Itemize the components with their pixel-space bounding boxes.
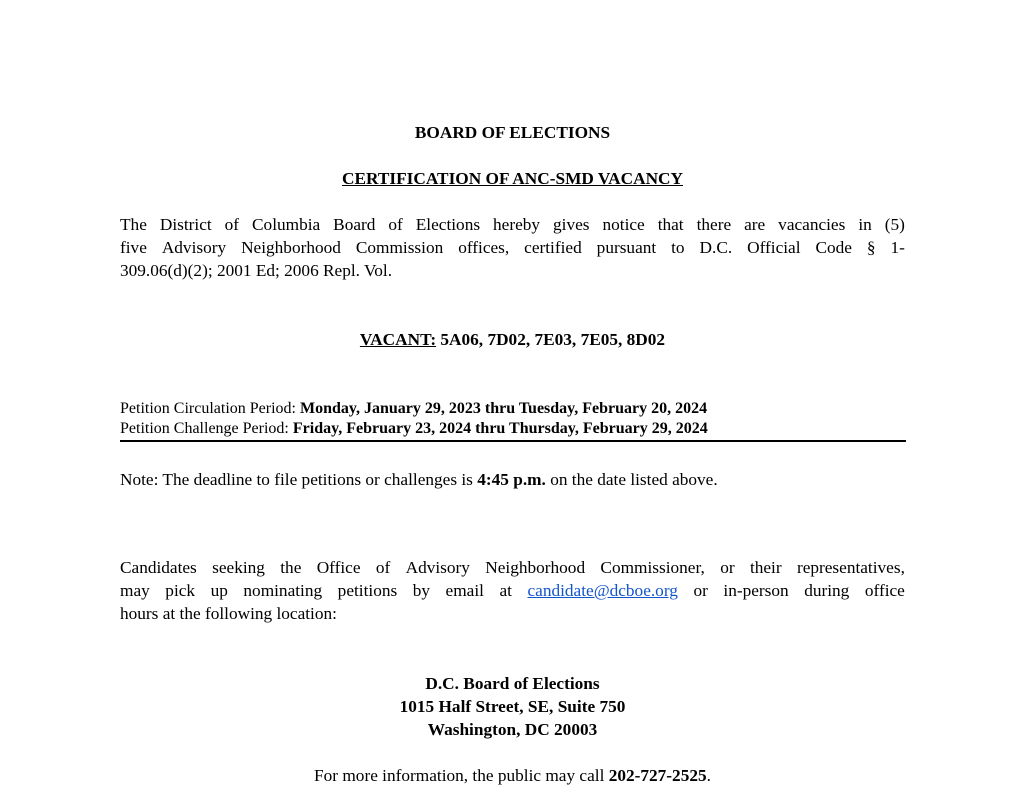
intro-line-2-word: Neighborhood bbox=[241, 238, 341, 257]
intro-line-2-word: Commission bbox=[355, 238, 444, 257]
candidates-line-2-word: petitions bbox=[337, 581, 398, 600]
vacant-districts: 5A06, 7D02, 7E03, 7E05, 8D02 bbox=[436, 330, 666, 349]
certification-heading-text: CERTIFICATION OF ANC-SMD VACANCY bbox=[341, 169, 684, 188]
deadline-note-suffix: on the date listed above. bbox=[545, 470, 718, 489]
candidates-line-1-word: Commissioner, bbox=[600, 558, 705, 577]
intro-line-1-word: Elections bbox=[415, 215, 481, 234]
candidates-line-1-word: their bbox=[749, 558, 782, 577]
intro-line-2-word: certified bbox=[524, 238, 582, 257]
challenge-period-label: Petition Challenge Period: bbox=[120, 420, 293, 437]
intro-line-1-word: hereby bbox=[493, 215, 541, 234]
candidates-line-1-word: the bbox=[280, 558, 302, 577]
deadline-time: 4:45 p.m. bbox=[477, 470, 546, 489]
intro-line-1-word: that bbox=[657, 215, 684, 234]
contact-line bbox=[120, 764, 905, 787]
intro-line-1-word: are bbox=[744, 215, 766, 234]
intro-line-2-word: offices, bbox=[458, 238, 510, 257]
intro-line-1-word: Columbia bbox=[252, 215, 321, 234]
intro-line-2-word: pursuant bbox=[596, 238, 657, 257]
candidates-line-2-word: pick bbox=[165, 581, 196, 600]
intro-line-1-word: in bbox=[858, 215, 872, 234]
candidates-line-1-word: representatives, bbox=[796, 558, 905, 577]
candidate-email-link[interactable]: candidate@dcboe.org bbox=[527, 581, 678, 600]
candidates-line-2-word: may bbox=[120, 581, 150, 600]
candidates-line-1-word: of bbox=[375, 558, 391, 577]
candidates-line-2-word: up bbox=[210, 581, 228, 600]
candidates-line-2-word: or bbox=[693, 581, 708, 600]
challenge-period bbox=[120, 419, 905, 439]
intro-line-3: 309.06(d)(2); 2001 Ed; 2006 Repl. Vol. bbox=[120, 261, 393, 280]
contact-prefix: For more information, the public may call bbox=[314, 766, 609, 785]
challenge-period-dates: Friday, February 23, 2024 thru Thursday, February 29, 2024 bbox=[292, 420, 708, 437]
office-name: D.C. Board of Elections bbox=[425, 674, 600, 693]
candidates-line-2-word: office bbox=[864, 581, 905, 600]
intro-line-1-word: Board bbox=[333, 215, 376, 234]
intro-line-1-word: vacancies bbox=[778, 215, 846, 234]
deadline-note-prefix: Note: The deadline to file petitions or challenges is bbox=[120, 470, 478, 489]
circulation-period bbox=[120, 399, 905, 419]
candidates-line-2-word: nominating bbox=[243, 581, 323, 600]
intro-line-1 bbox=[120, 213, 905, 236]
candidates-line-1-word: Advisory bbox=[405, 558, 470, 577]
intro-line-2-word: 1- bbox=[890, 238, 905, 257]
intro-line-1-word: there bbox=[696, 215, 732, 234]
intro-line-1-word: notice bbox=[602, 215, 645, 234]
candidates-line-1-word: Candidates bbox=[120, 558, 197, 577]
candidates-line-3: hours at the following location: bbox=[120, 604, 337, 623]
intro-line-2-word: Official bbox=[747, 238, 801, 257]
intro-line-1-word: (5) bbox=[884, 215, 905, 234]
certification-heading bbox=[120, 167, 905, 190]
candidates-line-2-word: during bbox=[804, 581, 850, 600]
candidates-line-1-word: Office bbox=[316, 558, 361, 577]
intro-line-2 bbox=[120, 236, 905, 259]
intro-line-2-word: to bbox=[671, 238, 685, 257]
candidates-line-1 bbox=[120, 556, 905, 579]
intro-line-1-word: of bbox=[388, 215, 403, 234]
intro-line-2-word: five bbox=[120, 238, 147, 257]
intro-line-2-word: D.C. bbox=[699, 238, 733, 257]
office-street: 1015 Half Street, SE, Suite 750 bbox=[399, 697, 626, 716]
section-divider bbox=[120, 440, 906, 442]
intro-line-1-word: The bbox=[120, 215, 147, 234]
candidates-line-1-word: Neighborhood bbox=[485, 558, 586, 577]
deadline-note bbox=[120, 468, 905, 491]
candidates-line-2-word: email bbox=[445, 581, 484, 600]
intro-line-1-word: of bbox=[224, 215, 240, 234]
contact-suffix: . bbox=[706, 766, 711, 785]
candidates-line-1-word: seeking bbox=[212, 558, 265, 577]
vacant-label: VACANT: bbox=[359, 330, 437, 349]
candidates-line-2-word: in-person bbox=[723, 581, 789, 600]
intro-line-1-word: gives bbox=[553, 215, 590, 234]
intro-line-2-word: § bbox=[866, 238, 876, 257]
intro-line-2-word: Code bbox=[815, 238, 852, 257]
circulation-period-dates: Monday, January 29, 2023 thru Tuesday, February 20, 2024 bbox=[299, 400, 708, 417]
vacant-line bbox=[120, 328, 905, 351]
page-title: BOARD OF ELECTIONS bbox=[414, 123, 611, 142]
circulation-period-label: Petition Circulation Period: bbox=[120, 400, 300, 417]
contact-phone: 202-727-2525 bbox=[608, 766, 707, 785]
intro-line-2-word: Advisory bbox=[161, 238, 227, 257]
candidates-line-2-word: by bbox=[412, 581, 431, 600]
candidates-line-2 bbox=[120, 579, 905, 602]
candidates-line-2-word: at bbox=[499, 581, 512, 600]
candidates-line-1-word: or bbox=[720, 558, 735, 577]
office-city: Washington, DC 20003 bbox=[427, 720, 598, 739]
intro-line-1-word: District bbox=[159, 215, 212, 234]
